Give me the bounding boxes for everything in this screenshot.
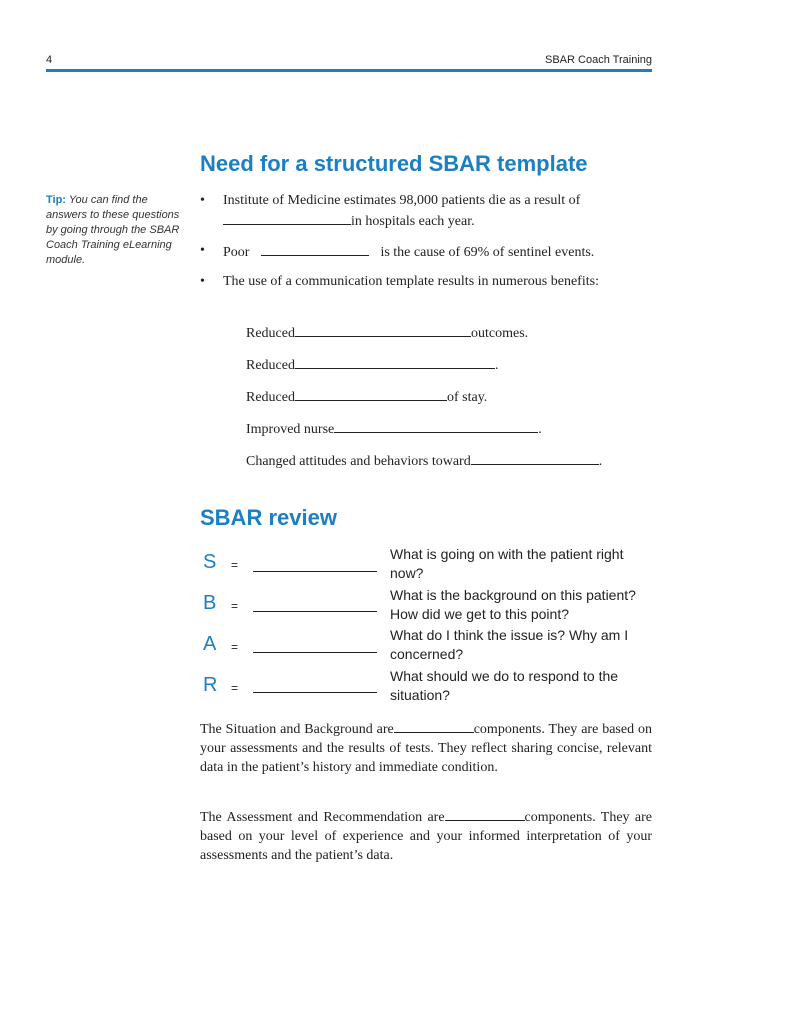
sbar-question: What is going on with the patient right now?: [390, 546, 624, 581]
benefit-item: Changed attitudes and behaviors toward .: [246, 450, 602, 471]
answer-blank[interactable]: [253, 692, 377, 693]
answer-blank[interactable]: [445, 806, 525, 821]
tip-text: You can find the answers to these questions by going through the SBAR Coach Training eLearning module.: [46, 194, 180, 266]
section-heading-review: SBAR review: [200, 505, 337, 530]
answer-blank[interactable]: [295, 354, 495, 369]
answer-blank[interactable]: [295, 386, 447, 401]
section-heading-need: Need for a structured SBAR template: [200, 151, 588, 176]
answer-blank[interactable]: [394, 718, 474, 733]
answer-blank[interactable]: [253, 652, 377, 653]
answer-blank[interactable]: [253, 611, 377, 612]
bullet-dot: •: [200, 243, 205, 258]
benefit-item: Reduced outcomes.: [246, 322, 528, 343]
benefit-item: Reduced .: [246, 354, 498, 375]
equals-sign: =: [231, 599, 239, 613]
answer-blank[interactable]: [253, 571, 377, 572]
tip-note: [46, 193, 186, 268]
answer-blank[interactable]: [295, 322, 471, 337]
answer-blank[interactable]: [471, 450, 599, 465]
answer-blank[interactable]: [261, 241, 369, 256]
bullet-text: is the cause of 69% of sentinel events.: [380, 245, 595, 260]
sbar-question: What do I think the issue is? Why am I concerned?: [390, 627, 629, 662]
page-number: 4: [46, 54, 53, 66]
tip-label: Tip:: [46, 194, 66, 206]
sbar-letter: S: [203, 551, 217, 573]
sbar-question: What is the background on this patient? How did we get to this point?: [390, 587, 636, 622]
answer-blank[interactable]: [223, 210, 351, 225]
header-rule: [46, 69, 652, 72]
sbar-letter: A: [203, 633, 217, 655]
bullet-text: Institute of Medicine estimates 98,000 patients die as a result of: [223, 193, 581, 208]
bullet-dot: •: [200, 193, 205, 208]
bullet-text: Poor: [223, 245, 250, 260]
bullet-item: [200, 191, 652, 231]
bullet-dot: •: [200, 274, 205, 289]
header-title: SBAR Coach Training: [545, 54, 652, 66]
bullet-text: The use of a communication template results in numerous benefits:: [223, 274, 599, 289]
benefit-item: Improved nurse .: [246, 418, 542, 439]
bullet-text: in hospitals each year.: [351, 214, 475, 229]
paragraph-situation-background: The Situation and Background are components. They are based on your assessments and the results of tests. They reflect sharing concise, relevant data in the patient’s history and immediate condition.: [200, 718, 652, 777]
sbar-letter: B: [203, 592, 217, 614]
equals-sign: =: [231, 640, 239, 654]
paragraph-assessment-recommendation: The Assessment and Recommendation are components. They are based on your level of experience and your informed interpretation of your assessments and the patient’s data.: [200, 806, 652, 865]
answer-blank[interactable]: [334, 418, 538, 433]
equals-sign: =: [231, 558, 239, 572]
bullet-item: [200, 241, 652, 261]
bullet-item: [200, 272, 652, 312]
sbar-question: What should we do to respond to the situation?: [390, 668, 619, 703]
benefit-item: Reduced of stay.: [246, 386, 487, 407]
equals-sign: =: [231, 681, 239, 695]
sbar-letter: R: [203, 674, 218, 696]
